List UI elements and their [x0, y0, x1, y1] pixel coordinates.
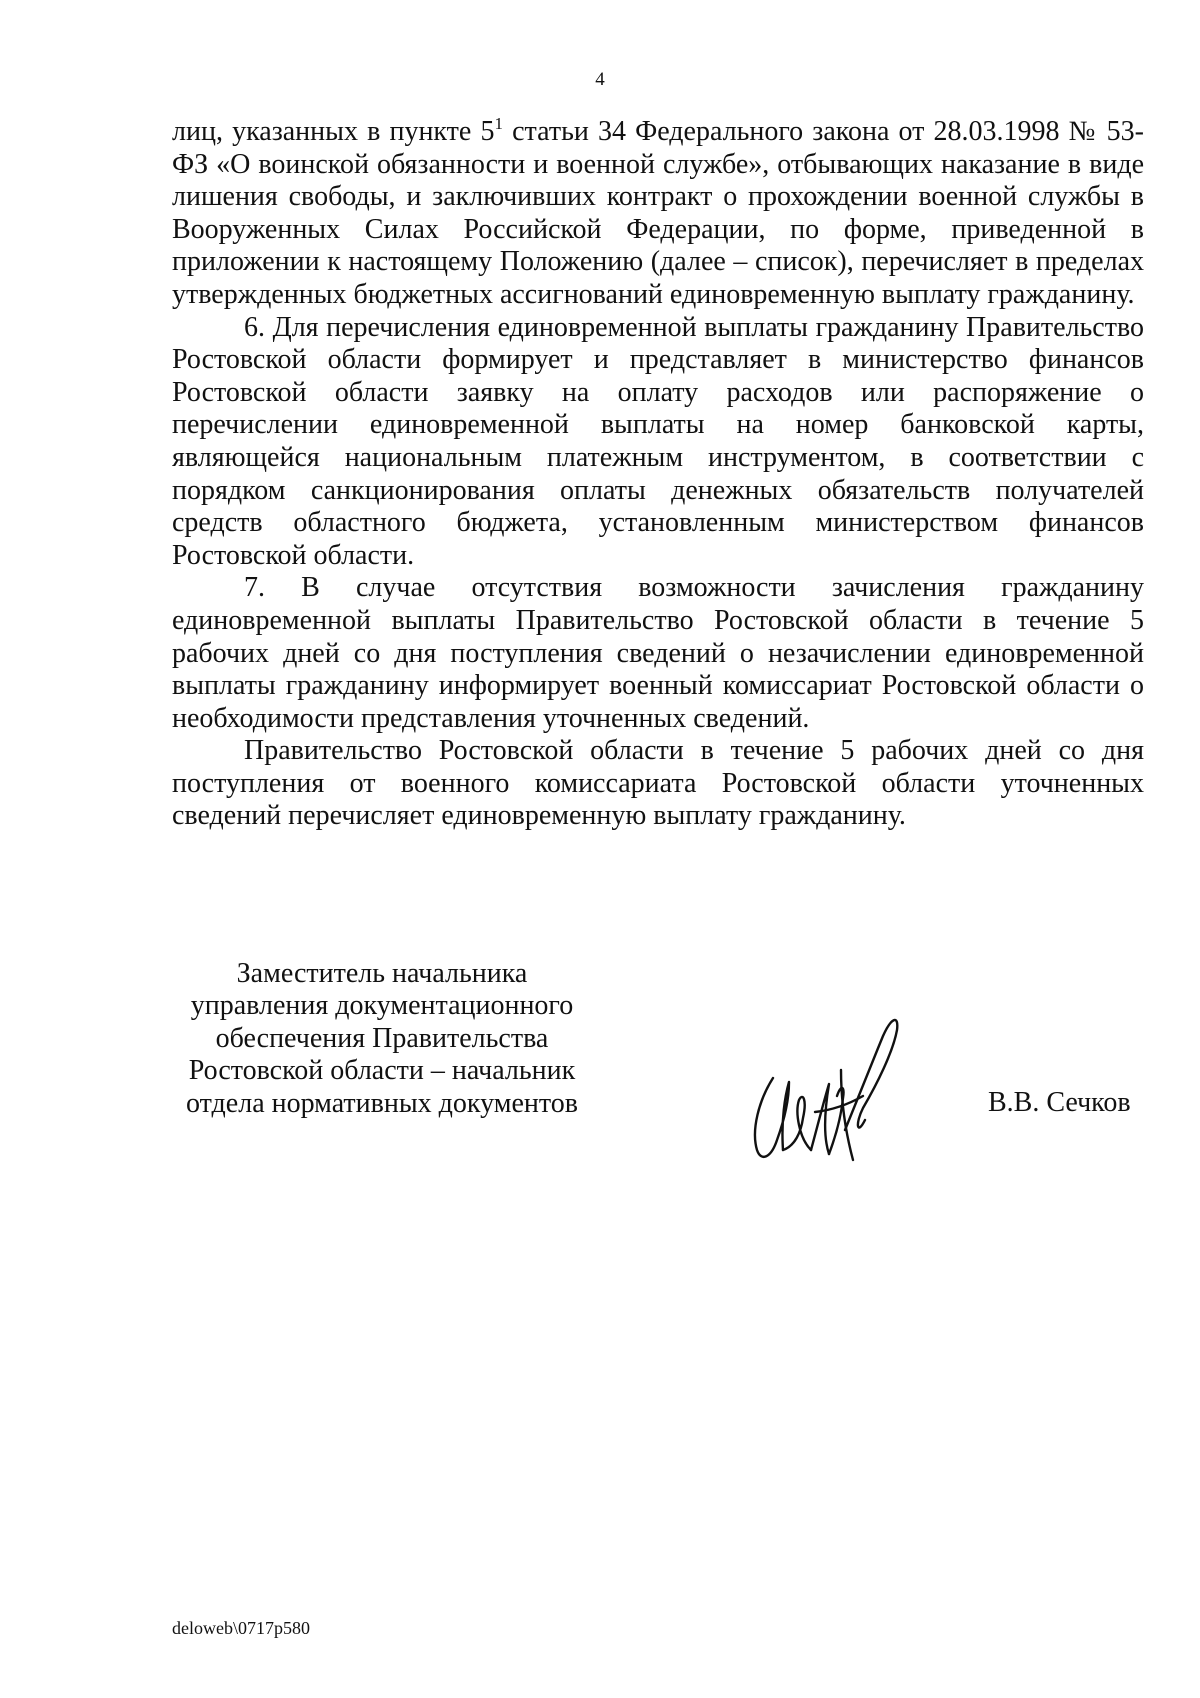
paragraph-item-7: 7. В случае отсутствия возможности зачисления гражданину единовременной выплаты Правительство Ростовской области в течение 5 рабочих дней со дня поступления сведений о незачислении единовременной выплаты гражданину информирует военный комиссариат Ростовской области о необходимости представления уточненных сведений. — [172, 572, 1144, 734]
handwritten-signature — [745, 1000, 915, 1170]
page-number: 4 — [595, 69, 605, 90]
superscript-marker: 1 — [494, 114, 503, 133]
signer-name: В.В. Сечков — [988, 1087, 1131, 1118]
paragraph-text: лиц, указанных в пункте 5 — [172, 116, 495, 147]
position-line: отдела нормативных документов — [186, 1087, 578, 1119]
position-line: обеспечения Правительства — [215, 1022, 549, 1054]
position-line: Заместитель начальника — [236, 958, 528, 989]
paragraph-text: статьи 34 Федерального закона от 28.03.1998 № 53-ФЗ «О воинской обязанности и военной службе», отбывающих наказание в виде лишения свободы, и заключивших контракт о прохождении военной службы в Вооруженных Силах Российской Федерации, по форме, приведенной в приложении к настоящему Положению (далее – список), перечисляет в пределах утвержденных бюджетных ассигнований единовременную выплату гражданину. — [172, 116, 1145, 310]
document-code: deloweb\0717p580 — [172, 1618, 310, 1638]
document-body — [172, 116, 1144, 833]
paragraph-item-6: 6. Для перечисления единовременной выплаты гражданину Правительство Ростовской области формирует и представляет в министерство финансов Ростовской области заявку на оплату расходов или распоряжение о перечислении единовременной выплаты на номер банковской карты, являющейся национальным платежным инструментом, в соответствии с порядком санкционирования оплаты денежных обязательств получателей средств областного бюджета, установленным министерством финансов Ростовской области. — [172, 311, 1144, 571]
position-line: управления документационного — [190, 990, 574, 1022]
signatory-position — [172, 958, 592, 1120]
position-line: Ростовской области – начальник — [188, 1055, 576, 1087]
paragraph-item-7-continuation: Правительство Ростовской области в течение 5 рабочих дней со дня поступления от военного комиссариата Ростовской области уточненных сведений перечисляет единовременную выплату гражданину. — [172, 735, 1144, 832]
paragraph-continuation — [172, 116, 1144, 312]
